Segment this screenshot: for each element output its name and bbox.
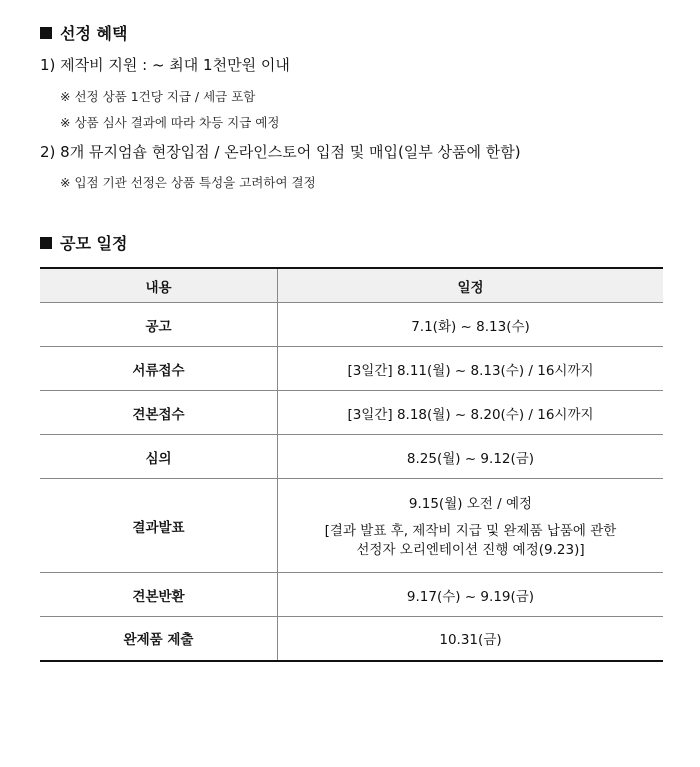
row-note-line-2: 선정자 오리엔테이션 진행 예정(9.23)] — [356, 541, 585, 558]
row-date: 9.17(수) ~ 9.19(금) — [278, 573, 664, 617]
row-item: 견본반환 — [40, 573, 278, 617]
row-item: 완제품 제출 — [40, 617, 278, 661]
row-date: 8.25(월) ~ 9.12(금) — [278, 435, 664, 479]
table-row — [40, 391, 663, 435]
table-row — [40, 435, 663, 479]
row-item: 공고 — [40, 303, 278, 347]
row-item: 심의 — [40, 435, 278, 479]
benefits-heading — [40, 21, 127, 44]
row-date: 7.1(화) ~ 8.13(수) — [278, 303, 664, 347]
square-bullet-icon — [40, 237, 52, 249]
row-date: 9.15(월) 오전 / 예정 — [408, 495, 533, 512]
row-item: 서류접수 — [40, 347, 278, 391]
header-date: 일정 — [278, 268, 664, 303]
benefit-item-1: 1) 제작비 지원 : ~ 최대 1천만원 이내 — [40, 56, 290, 74]
row-item: 결과발표 — [40, 479, 278, 573]
table-row — [40, 617, 663, 661]
row-item: 견본접수 — [40, 391, 278, 435]
benefit-item-2: 2) 8개 뮤지엄숍 현장입점 / 온라인스토어 입점 및 매입(일부 상품에 한함) — [40, 143, 521, 161]
schedule-table — [40, 267, 663, 662]
row-date-multiline — [278, 479, 664, 573]
square-bullet-icon — [40, 27, 52, 39]
row-date: [3일간] 8.11(월) ~ 8.13(수) / 16시까지 — [278, 347, 664, 391]
schedule-title: 공모 일정 — [60, 234, 128, 253]
table-row — [40, 303, 663, 347]
benefit-item-1-note-2: ※ 상품 심사 결과에 따라 차등 지급 예정 — [60, 115, 280, 130]
row-date: 10.31(금) — [278, 617, 664, 661]
header-content: 내용 — [40, 268, 278, 303]
schedule-heading — [40, 231, 127, 254]
benefit-item-2-note-1: ※ 입점 기관 선정은 상품 특성을 고려하여 결정 — [60, 175, 316, 190]
benefits-title: 선정 혜택 — [60, 24, 128, 43]
row-note-line-1: [결과 발표 후, 제작비 지급 및 완제품 납품에 관한 — [324, 522, 617, 539]
table-row — [40, 479, 663, 573]
row-date: [3일간] 8.18(월) ~ 8.20(수) / 16시까지 — [278, 391, 664, 435]
table-row — [40, 573, 663, 617]
table-row — [40, 347, 663, 391]
schedule-header-row — [40, 268, 663, 303]
benefit-item-1-note-1: ※ 선정 상품 1건당 지급 / 세금 포함 — [60, 89, 256, 104]
